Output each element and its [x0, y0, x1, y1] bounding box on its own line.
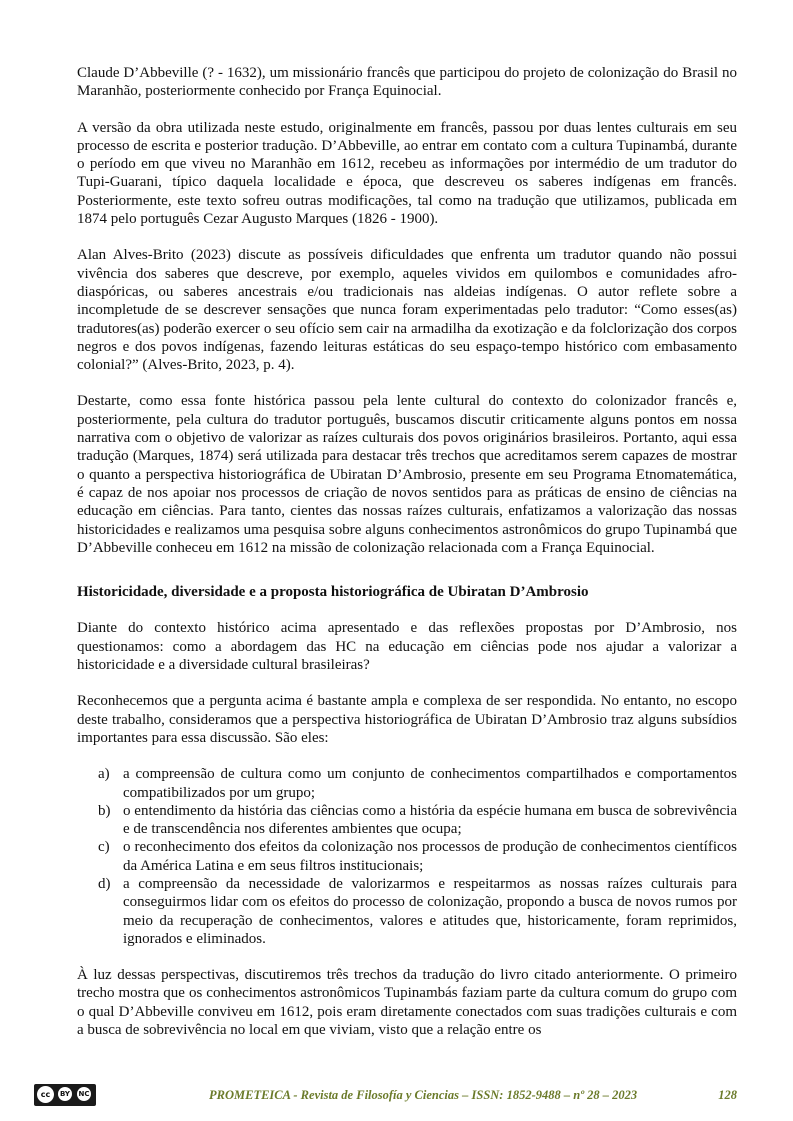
section-heading: Historicidade, diversidade e a proposta historiográfica de Ubiratan D’Ambrosio	[77, 584, 589, 601]
list-marker: d)	[98, 875, 111, 892]
list-item	[77, 838, 737, 875]
paragraph-destarte: Destarte, como essa fonte histórica passou pela lente cultural do contexto do colonizador francês e, posteriormente, pela cultura do tradutor português, buscamos discutir criticamente alguns pontos em nossa narrativa com o objetivo de valorizar as raízes culturais dos povos originários brasileiros. Portanto, aqui essa tradução (Marques, 1874) será utilizada para destacar três trechos que acreditamos serem capazes de mostrar o quanto a perspectiva historiográfica de Ubiratan D’Ambrosio, presente em seu Programa Etnomatemática, é capaz de nos apoiar nos processos de criação de novos sentidos para as práticas de ensino de ciências na educação em ciências. Para tanto, cientes das nossas raízes culturais, enfatizamos a valorização das nossas historicidades e realizamos uma pesquisa sobre alguns conhecimentos astronômicos do grupo Tupinambá que D’Abbeville conheceu em 1612 na missão de colonização relacionada com a França Equinocial.	[77, 393, 737, 556]
list-marker: c)	[98, 839, 110, 856]
paragraph-translation-lenses: A versão da obra utilizada neste estudo, originalmente em francês, passou por duas lentes culturais em seu processo de escrita e posterior tradução. D’Abbeville, ao entrar em contato com a cultura Tupinambá, durante o período em que viveu no Maranhão em 1612, recebeu as informações por intermédio de um tradutor do Tupi-Guarani, típico daquela localidade e época, que descreveu os saberes indígenas em francês. Posteriormente, este texto sofreu outras modificações, tal como na tradução que utilizamos, publicada em 1874 pelo português Cezar Augusto Marques (1826 - 1900).	[77, 119, 737, 228]
paragraph-abbeville-intro: Claude D’Abbeville (? - 1632), um missionário francês que participou do projeto de colonização do Brasil no Maranhão, posteriormente conhecido por França Equinocial.	[77, 65, 737, 100]
page-body	[77, 64, 737, 1057]
subsidies-list	[77, 765, 737, 948]
list-item-text: o reconhecimento dos efeitos da colonização nos processos de produção de conhecimentos científicos da América Latina e em seus filtros institucionais;	[123, 839, 737, 874]
list-item	[77, 765, 737, 802]
paragraph-closing: À luz dessas perspectivas, discutiremos três trechos da tradução do livro citado anteriormente. O primeiro trecho mostra que os conhecimentos astronômicos Tupinambás faziam parte da cultura comum do grupo com o qual D’Abbeville conviveu em 1612, pois eram diretamente conectados com suas tradições culturais e com a busca de sobrevivência no local em que viviam, visto que a relação entre os	[77, 967, 737, 1039]
list-item	[77, 875, 737, 948]
creative-commons-license-icon[interactable]	[34, 1084, 96, 1106]
list-item-text: a compreensão de cultura como um conjunto de conhecimentos compartilhados e comportamentos compatibilizados por um grupo;	[123, 766, 737, 801]
page-number: 128	[718, 1088, 737, 1102]
list-item	[77, 802, 737, 839]
list-item-text: a compreensão da necessidade de valorizarmos e respeitarmos as nossas raízes culturais para conseguirmos lidar com os efeitos do processo de colonização, propondo a busca de novos rumos por meio da recuperação de conhecimentos, valores e atitudes que, historicamente, foram reprimidos, ignorados e eliminados.	[123, 875, 737, 947]
list-marker: b)	[98, 802, 111, 819]
paragraph-alves-brito: Alan Alves-Brito (2023) discute as possíveis dificuldades que enfrenta um tradutor quando não possui vivência dos saberes que descreve, por exemplo, aqueles vividos em quilombos e comunidades afro-diaspóricas, ou saberes ancestrais e/ou tradicionais nas aldeias indígenas. O autor reflete sobre a incompletude de se descrever sensações que nunca foram experimentadas pelo tradutor: “Como esses(as) tradutores(as) poderão exercer o seu ofício sem cair na armadilha da exotização e da folclorização dos corpos negros e dos povos indígenas, fazendo leituras estáticas do seu espaço-tempo histórico com embasamento colonial?” (Alves-Brito, 2023, p. 4).	[77, 247, 737, 374]
paragraph-recognition: Reconhecemos que a pergunta acima é bastante ampla e complexa de ser respondida. No entanto, no escopo deste trabalho, consideramos que a perspectiva historiográfica de Ubiratan D’Ambrosio traz alguns subsídios importantes para essa discussão. São eles:	[77, 693, 737, 746]
noncommercial-icon: NC	[77, 1087, 91, 1101]
list-marker: a)	[98, 766, 110, 783]
paragraph-question: Diante do contexto histórico acima apresentado e das reflexões propostas por D’Ambrosio, nos questionamos: como a abordagem das HC na educação em ciências pode nos ajudar a valorizar a historicidade e a diversidade cultural brasileiras?	[77, 620, 737, 674]
cc-icon: cc	[37, 1086, 54, 1103]
list-item-text: o entendimento da história das ciências como a história da espécie humana em busca de sobrevivência e de transcendência nos diferentes ambientes que ocupa;	[123, 802, 737, 838]
page-footer	[34, 1084, 737, 1108]
attribution-icon: BY	[58, 1087, 72, 1101]
journal-citation: PROMETEICA - Revista de Filosofía y Ciencias – ISSN: 1852-9488 – nº 28 – 2023	[209, 1088, 638, 1102]
